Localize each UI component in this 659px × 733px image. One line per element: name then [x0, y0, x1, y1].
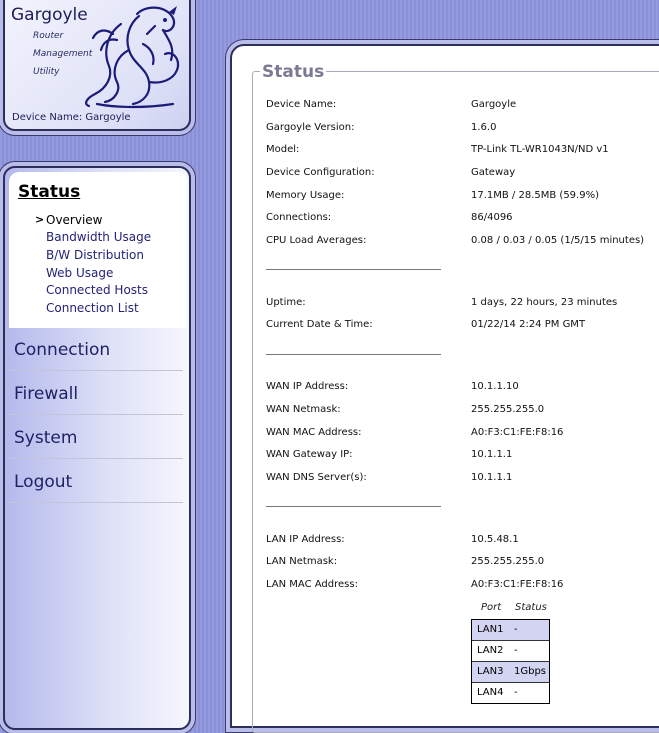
nav-status-title[interactable]: Status — [18, 182, 81, 202]
version-label: Gargoyle Version: — [266, 122, 355, 133]
version-value: 1.6.0 — [471, 122, 497, 133]
memory-usage-value: 17.1MB / 28.5MB (59.9%) — [471, 190, 599, 201]
wan-mac-label: WAN MAC Address: — [266, 427, 362, 438]
table-row — [472, 641, 549, 662]
device-name-label: Device Name: — [266, 99, 337, 110]
wan-gateway-value: 10.1.1.1 — [471, 449, 513, 460]
lan-netmask-label: LAN Netmask: — [266, 556, 338, 567]
wan-netmask-label: WAN Netmask: — [266, 404, 341, 415]
port-status: - — [514, 687, 518, 698]
nav-item-bandwidth-usage[interactable]: Bandwidth Usage — [46, 230, 152, 244]
tagline-management: Management — [33, 49, 93, 59]
wan-ip-value: 10.1.1.10 — [471, 381, 519, 392]
section-divider — [266, 269, 441, 270]
table-row — [472, 620, 549, 641]
lan-ip-label: LAN IP Address: — [266, 534, 345, 545]
nav-firewall[interactable]: Firewall — [14, 384, 79, 404]
device-name-value: Gargoyle — [471, 99, 517, 110]
port-name: LAN1 — [477, 624, 504, 635]
section-divider — [266, 354, 441, 355]
table-row — [472, 662, 549, 683]
port-name: LAN3 — [477, 666, 504, 677]
nav-item-connected-hosts[interactable]: Connected Hosts — [46, 283, 149, 297]
lan-netmask-value: 255.255.255.0 — [471, 556, 545, 567]
wan-dns-value: 10.1.1.1 — [471, 472, 513, 483]
wan-ip-label: WAN IP Address: — [266, 381, 349, 392]
status-legend: Status — [262, 62, 325, 82]
table-row — [472, 683, 549, 703]
lan-ip-value: 10.5.48.1 — [471, 534, 519, 545]
port-name: LAN4 — [477, 687, 504, 698]
tagline-utility: Utility — [33, 67, 60, 77]
header-box — [3, 0, 191, 131]
device-name-label: Device Name: Gargoyle — [12, 112, 131, 123]
nav-divider — [8, 370, 183, 371]
cpu-load-value: 0.08 / 0.03 / 0.05 (1/5/15 minutes) — [471, 235, 645, 246]
nav-divider — [8, 502, 183, 503]
port-status: - — [514, 624, 518, 635]
nav-logout[interactable]: Logout — [14, 472, 73, 492]
port-status-table — [471, 619, 550, 704]
brand-title: Gargoyle — [11, 5, 88, 25]
datetime-label: Current Date & Time: — [266, 319, 373, 330]
model-value: TP-Link TL-WR1043N/ND v1 — [471, 144, 609, 155]
tagline-router: Router — [33, 31, 64, 41]
main-panel — [230, 44, 659, 728]
device-config-label: Device Configuration: — [266, 167, 375, 178]
port-status: - — [514, 645, 518, 656]
uptime-value: 1 days, 22 hours, 23 minutes — [471, 297, 618, 308]
device-config-value: Gateway — [471, 167, 516, 178]
model-label: Model: — [266, 144, 300, 155]
gargoyle-logo-icon — [77, 4, 187, 110]
connections-label: Connections: — [266, 212, 332, 223]
nav-divider — [8, 458, 183, 459]
wan-gateway-label: WAN Gateway IP: — [266, 449, 353, 460]
wan-dns-label: WAN DNS Server(s): — [266, 472, 367, 483]
memory-usage-label: Memory Usage: — [266, 190, 345, 201]
nav-system[interactable]: System — [14, 428, 78, 448]
port-status: 1Gbps — [514, 666, 547, 677]
nav-item-overview[interactable] — [35, 213, 103, 227]
nav-item-web-usage[interactable]: Web Usage — [46, 266, 114, 280]
port-name: LAN2 — [477, 645, 504, 656]
status-column-header: Status — [515, 602, 547, 613]
lan-mac-label: LAN MAC Address: — [266, 579, 358, 590]
active-arrow-icon: > — [35, 213, 45, 226]
cpu-load-label: CPU Load Averages: — [266, 235, 367, 246]
section-divider — [266, 506, 441, 507]
nav-item-bw-distribution[interactable]: B/W Distribution — [46, 248, 144, 262]
datetime-value: 01/22/14 2:24 PM GMT — [471, 319, 586, 330]
connections-value: 86/4096 — [471, 212, 513, 223]
nav-item-connection-list[interactable]: Connection List — [46, 301, 139, 315]
port-column-header: Port — [481, 602, 502, 613]
nav-panel — [3, 166, 191, 730]
nav-status-section — [9, 172, 187, 328]
wan-netmask-value: 255.255.255.0 — [471, 404, 545, 415]
lan-mac-value: A0:F3:C1:FE:F8:16 — [471, 579, 564, 590]
uptime-label: Uptime: — [266, 297, 306, 308]
nav-connection[interactable]: Connection — [14, 340, 111, 360]
nav-item-label: Overview — [46, 213, 103, 227]
nav-divider — [8, 414, 183, 415]
wan-mac-value: A0:F3:C1:FE:F8:16 — [471, 427, 564, 438]
